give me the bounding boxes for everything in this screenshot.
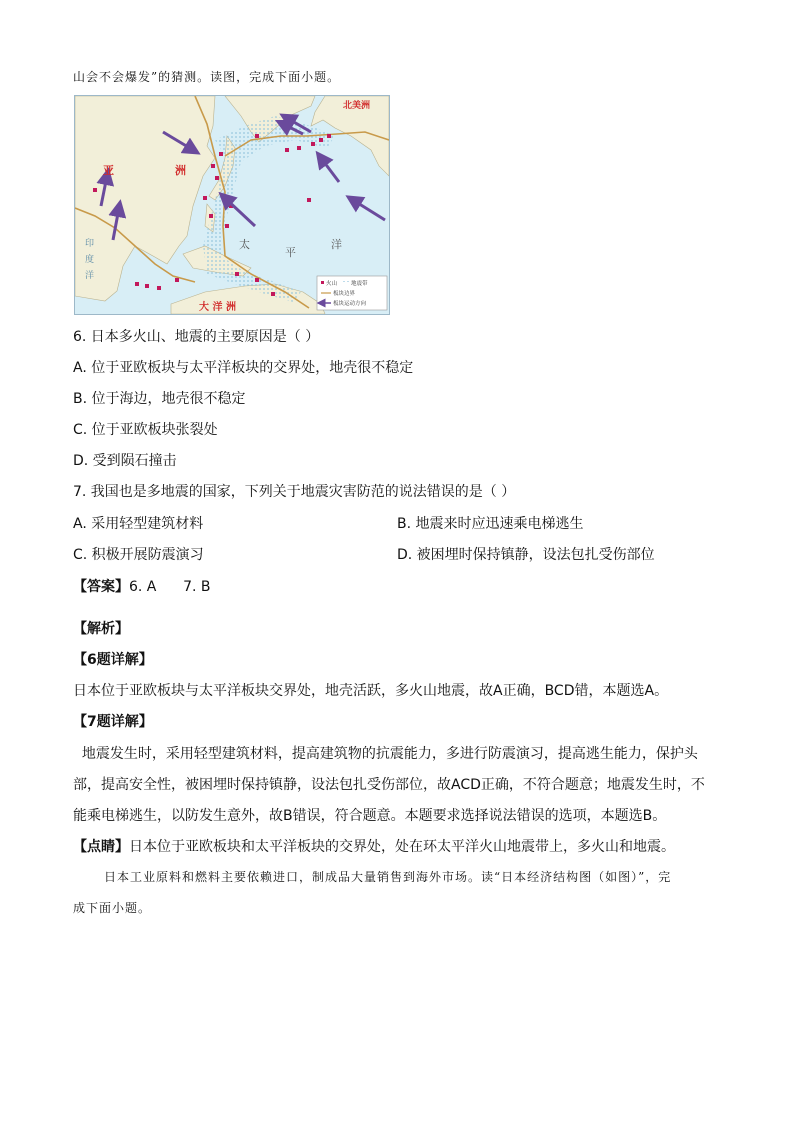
tip-label: 【点睛】 xyxy=(73,839,129,855)
q6-detail-header: 【6题详解】 xyxy=(73,652,153,668)
label-pacific-3: 洋 xyxy=(331,238,342,251)
legend-volcano: 火山 xyxy=(326,281,338,287)
question-7-stem: 7. 我国也是多地震的国家，下列关于地震灾害防范的说法错误的是（ ） xyxy=(73,484,516,500)
q7-detail-line-2: 部，提高安全性，被困埋时保持镇静，设法包扎受伤部位，故ACD正确，不符合题意；地震发生时，不 xyxy=(73,777,705,793)
analysis-label: 【解析】 xyxy=(73,621,129,637)
question-6-option-a[interactable]: A. 位于亚欧板块与太平洋板块的交界处，地壳很不稳定 xyxy=(73,360,414,376)
answer-row xyxy=(73,579,211,596)
q6-detail-text: 日本位于亚欧板块与太平洋板块交界处，地壳活跃，多火山地震，故A正确，BCD错，本题选A。 xyxy=(73,683,669,699)
q7-detail-line-3: 能乘电梯逃生，以防发生意外，故B错误，符合题意。本题要求选择说法错误的选项，本题选B。 xyxy=(73,808,667,824)
question-7-option-c[interactable]: C. 积极开展防震演习 xyxy=(73,547,204,563)
tip-text: 日本位于亚欧板块和太平洋板块的交界处，处在环太平洋火山地震带上，多火山和地震。 xyxy=(129,839,675,855)
q7-detail-header: 【7题详解】 xyxy=(73,714,153,730)
question-7-option-a[interactable]: A. 采用轻型建筑材料 xyxy=(73,516,204,532)
legend-plate-boundary: 板块边界 xyxy=(333,291,356,297)
label-north-america: 北美洲 xyxy=(343,101,371,111)
question-6-option-b[interactable]: B. 位于海边，地壳很不稳定 xyxy=(73,391,246,407)
label-asia-2: 洲 xyxy=(175,164,186,177)
answer-label: 【答案】 xyxy=(73,579,129,595)
question-6-option-d[interactable]: D. 受到陨石撞击 xyxy=(73,453,177,469)
question-7-option-d[interactable]: D. 被困埋时保持镇静，设法包扎受伤部位 xyxy=(397,547,655,563)
question-6-option-c[interactable]: C. 位于亚欧板块张裂处 xyxy=(73,422,218,438)
next-intro-line-1: 日本工业原料和燃料主要依赖进口，制成品大量销售到海外市场。读“日本经济结构图（如图）”，完 xyxy=(104,870,672,884)
q7-detail-line-1: 地震发生时，采用轻型建筑材料，提高建筑物的抗震能力，多进行防震演习，提高逃生能力，保护头 xyxy=(73,746,698,762)
label-asia-1: 亚 xyxy=(103,164,114,177)
question-6-stem: 6. 日本多火山、地震的主要原因是（ ） xyxy=(73,329,320,345)
legend-plate-motion: 板块运动方向 xyxy=(333,301,367,307)
label-pacific-2: 平 xyxy=(285,246,296,259)
label-oceania: 大 洋 洲 xyxy=(199,302,236,313)
legend-quake-belt: 地震带 xyxy=(351,281,368,287)
map-legend xyxy=(317,276,387,310)
answer-value: 6. A 7. B xyxy=(129,579,211,595)
label-pacific-1: 太 xyxy=(239,238,250,251)
label-indian-2: 度 xyxy=(85,255,95,265)
next-intro-line-2: 成下面小题。 xyxy=(73,901,152,915)
label-indian-1: 印 xyxy=(85,239,95,249)
pacific-plate-map xyxy=(74,95,390,315)
label-indian-3: 洋 xyxy=(85,271,95,281)
intro-line: 山会不会爆发”的猜测。读图，完成下面小题。 xyxy=(73,70,341,84)
question-7-option-b[interactable]: B. 地震来时应迅速乘电梯逃生 xyxy=(397,516,584,532)
tip-row xyxy=(73,839,675,856)
